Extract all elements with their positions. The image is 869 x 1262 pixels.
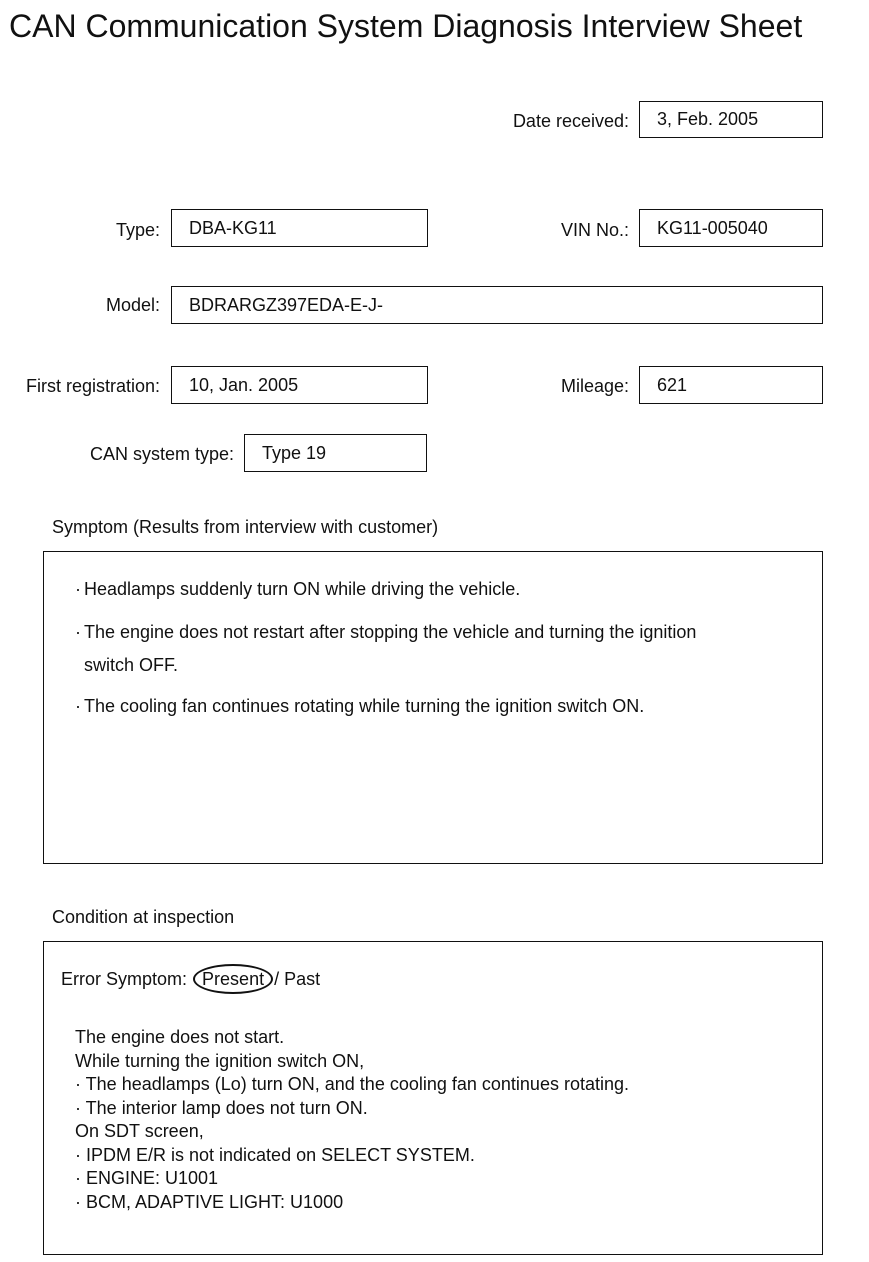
symptom-box	[43, 551, 823, 864]
condition-box	[43, 941, 823, 1255]
condition-line: On SDT screen,	[75, 1121, 204, 1141]
symptom-item: · Headlamps suddenly turn ON while driving the vehicle.	[75, 579, 521, 599]
type-label: Type:	[115, 220, 160, 240]
can-system-type-field[interactable]: Type 19	[244, 434, 427, 472]
present-option-circled: Present	[193, 964, 273, 994]
condition-line: While turning the ignition switch ON,	[75, 1050, 365, 1071]
condition-details	[75, 1026, 629, 1214]
first-registration-field[interactable]: 10, Jan. 2005	[171, 366, 428, 404]
model-label: Model:	[105, 295, 160, 315]
condition-line: · ENGINE: U1001	[75, 1168, 219, 1188]
vin-field[interactable]: KG11-005040	[639, 209, 823, 247]
condition-line: · The interior lamp does not turn ON.	[75, 1097, 368, 1118]
symptom-item-text: The engine does not restart after stopping the vehicle and turning the ignition	[84, 622, 697, 642]
mileage-label: Mileage:	[560, 376, 629, 396]
symptom-item-text: Headlamps suddenly turn ON while driving the vehicle.	[84, 579, 521, 599]
symptom-item-text: The cooling fan continues rotating while turning the ignition switch ON.	[84, 696, 645, 716]
past-option: / Past	[274, 969, 321, 989]
condition-line: · IPDM E/R is not indicated on SELECT SYSTEM.	[75, 1144, 475, 1165]
condition-line: · BCM, ADAPTIVE LIGHT: U1000	[75, 1191, 344, 1212]
error-symptom-label: Error Symptom:	[61, 969, 188, 989]
condition-line: · The headlamps (Lo) turn ON, and the cooling fan continues rotating.	[75, 1074, 629, 1094]
date-received-label: Date received:	[512, 111, 629, 131]
first-registration-label: First registration:	[25, 376, 160, 396]
symptom-item: · The cooling fan continues rotating while turning the ignition switch ON.	[75, 696, 645, 716]
error-symptom-line	[61, 964, 320, 994]
symptom-item-continuation: switch OFF.	[84, 655, 179, 675]
model-field[interactable]: BDRARGZ397EDA-E-J-	[171, 286, 823, 324]
condition-line: The engine does not start.	[75, 1027, 285, 1047]
date-received-field[interactable]: 3, Feb. 2005	[639, 101, 823, 138]
mileage-field[interactable]: 621	[639, 366, 823, 404]
symptom-item: · The engine does not restart after stopping the vehicle and turning the ignition	[75, 622, 697, 642]
condition-heading: Condition at inspection	[52, 907, 235, 927]
type-field[interactable]: DBA-KG11	[171, 209, 428, 247]
vin-label: VIN No.:	[560, 220, 629, 240]
can-system-type-label: CAN system type:	[89, 444, 234, 464]
page-title: CAN Communication System Diagnosis Interview Sheet	[9, 8, 803, 44]
symptom-heading: Symptom (Results from interview with customer)	[52, 517, 439, 537]
